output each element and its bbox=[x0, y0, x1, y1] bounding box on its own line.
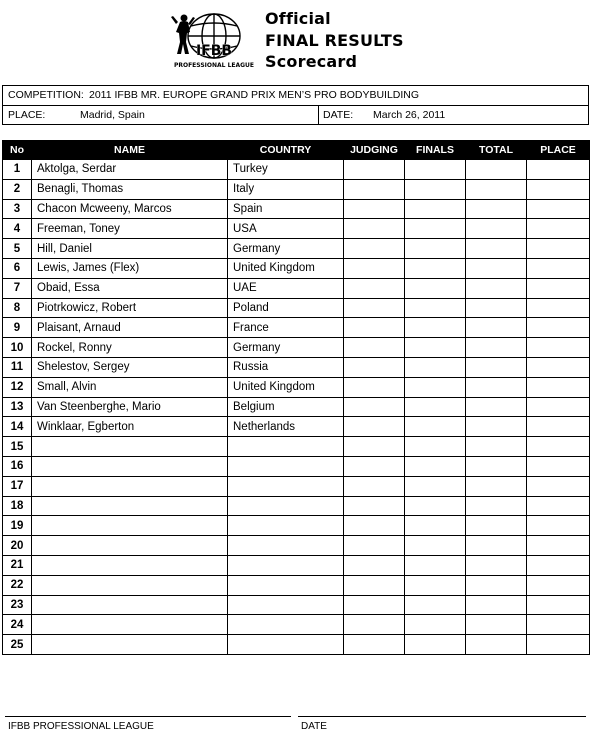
place-cell bbox=[527, 595, 590, 615]
competition-info-box bbox=[2, 85, 589, 125]
date-label: DATE: bbox=[323, 109, 354, 121]
judging-cell bbox=[344, 199, 405, 219]
judging-cell bbox=[344, 496, 405, 516]
row-number: 12 bbox=[3, 377, 32, 397]
total-cell bbox=[466, 496, 527, 516]
judging-cell bbox=[344, 555, 405, 575]
table-row bbox=[3, 575, 590, 595]
finals-cell bbox=[405, 160, 466, 180]
judging-cell bbox=[344, 179, 405, 199]
row-number: 13 bbox=[3, 397, 32, 417]
finals-cell bbox=[405, 199, 466, 219]
competition-row bbox=[3, 86, 588, 106]
competitor-name bbox=[32, 516, 228, 536]
judging-cell bbox=[344, 615, 405, 635]
total-cell bbox=[466, 179, 527, 199]
competitor-country: Italy bbox=[228, 179, 344, 199]
competitor-country: Russia bbox=[228, 357, 344, 377]
header-judging: JUDGING bbox=[344, 141, 405, 160]
judging-cell bbox=[344, 338, 405, 358]
total-cell bbox=[466, 258, 527, 278]
competitor-name bbox=[32, 437, 228, 457]
finals-cell bbox=[405, 615, 466, 635]
place-cell bbox=[527, 516, 590, 536]
results-body bbox=[3, 160, 590, 655]
finals-cell bbox=[405, 298, 466, 318]
competitor-name bbox=[32, 555, 228, 575]
competitor-country: Belgium bbox=[228, 397, 344, 417]
total-cell bbox=[466, 536, 527, 556]
table-row bbox=[3, 219, 590, 239]
signature-line-right bbox=[298, 716, 586, 717]
competitor-name: Plaisant, Arnaud bbox=[32, 318, 228, 338]
row-number: 2 bbox=[3, 179, 32, 199]
competitor-country bbox=[228, 476, 344, 496]
row-number: 15 bbox=[3, 437, 32, 457]
row-number: 23 bbox=[3, 595, 32, 615]
place-cell bbox=[527, 160, 590, 180]
place-label: PLACE: bbox=[8, 109, 46, 121]
header-total: TOTAL bbox=[466, 141, 527, 160]
place-cell bbox=[527, 338, 590, 358]
finals-cell bbox=[405, 377, 466, 397]
finals-cell bbox=[405, 496, 466, 516]
place-cell bbox=[527, 239, 590, 259]
table-row bbox=[3, 160, 590, 180]
total-cell bbox=[466, 397, 527, 417]
row-number: 17 bbox=[3, 476, 32, 496]
judging-cell bbox=[344, 160, 405, 180]
date-value: March 26, 2011 bbox=[373, 109, 446, 121]
judging-cell bbox=[344, 595, 405, 615]
finals-cell bbox=[405, 476, 466, 496]
row-number: 5 bbox=[3, 239, 32, 259]
judging-cell bbox=[344, 516, 405, 536]
row-number: 11 bbox=[3, 357, 32, 377]
total-cell bbox=[466, 357, 527, 377]
table-row bbox=[3, 318, 590, 338]
competitor-country bbox=[228, 575, 344, 595]
table-row bbox=[3, 476, 590, 496]
table-row bbox=[3, 199, 590, 219]
place-cell bbox=[527, 219, 590, 239]
finals-cell bbox=[405, 516, 466, 536]
total-cell bbox=[466, 575, 527, 595]
signature-line-left bbox=[5, 716, 291, 717]
finals-cell bbox=[405, 635, 466, 655]
finals-cell bbox=[405, 357, 466, 377]
competitor-name bbox=[32, 575, 228, 595]
header-finals: FINALS bbox=[405, 141, 466, 160]
competitor-name: Aktolga, Serdar bbox=[32, 160, 228, 180]
place-cell bbox=[527, 278, 590, 298]
competitor-name bbox=[32, 615, 228, 635]
finals-cell bbox=[405, 258, 466, 278]
competitor-name: Winklaar, Egberton bbox=[32, 417, 228, 437]
total-cell bbox=[466, 377, 527, 397]
competitor-name: Small, Alvin bbox=[32, 377, 228, 397]
table-row bbox=[3, 258, 590, 278]
place-value: Madrid, Spain bbox=[80, 109, 145, 121]
results-table bbox=[2, 140, 590, 655]
place-cell bbox=[527, 318, 590, 338]
table-row bbox=[3, 357, 590, 377]
total-cell bbox=[466, 555, 527, 575]
info-divider bbox=[318, 106, 319, 124]
competitor-country: Turkey bbox=[228, 160, 344, 180]
row-number: 9 bbox=[3, 318, 32, 338]
finals-cell bbox=[405, 536, 466, 556]
header-place: PLACE bbox=[527, 141, 590, 160]
competitor-name: Chacon Mcweeny, Marcos bbox=[32, 199, 228, 219]
total-cell bbox=[466, 615, 527, 635]
row-number: 8 bbox=[3, 298, 32, 318]
row-number: 24 bbox=[3, 615, 32, 635]
row-number: 14 bbox=[3, 417, 32, 437]
total-cell bbox=[466, 456, 527, 476]
competitor-country: Netherlands bbox=[228, 417, 344, 437]
logo-sub-text: PROFESSIONAL LEAGUE bbox=[173, 62, 255, 69]
competitor-name: Benagli, Thomas bbox=[32, 179, 228, 199]
total-cell bbox=[466, 417, 527, 437]
total-cell bbox=[466, 298, 527, 318]
header-country: COUNTRY bbox=[228, 141, 344, 160]
judging-cell bbox=[344, 397, 405, 417]
total-cell bbox=[466, 338, 527, 358]
total-cell bbox=[466, 635, 527, 655]
table-row bbox=[3, 456, 590, 476]
place-cell bbox=[527, 397, 590, 417]
total-cell bbox=[466, 199, 527, 219]
competitor-name: Van Steenberghe, Mario bbox=[32, 397, 228, 417]
logo-main-text: IFBB bbox=[195, 43, 233, 59]
place-cell bbox=[527, 536, 590, 556]
table-row bbox=[3, 179, 590, 199]
title-line-2: FINAL RESULTS bbox=[265, 30, 404, 50]
competitor-name: Shelestov, Sergey bbox=[32, 357, 228, 377]
signature-left-label: IFBB PROFESSIONAL LEAGUE bbox=[8, 721, 154, 732]
table-row bbox=[3, 536, 590, 556]
table-row bbox=[3, 595, 590, 615]
total-cell bbox=[466, 595, 527, 615]
finals-cell bbox=[405, 338, 466, 358]
judging-cell bbox=[344, 417, 405, 437]
row-number: 10 bbox=[3, 338, 32, 358]
place-cell bbox=[527, 199, 590, 219]
header-no: No bbox=[3, 141, 32, 160]
page-title bbox=[265, 8, 404, 73]
finals-cell bbox=[405, 179, 466, 199]
total-cell bbox=[466, 219, 527, 239]
competitor-country: France bbox=[228, 318, 344, 338]
judging-cell bbox=[344, 575, 405, 595]
competitor-name: Piotrkowicz, Robert bbox=[32, 298, 228, 318]
finals-cell bbox=[405, 318, 466, 338]
place-cell bbox=[527, 496, 590, 516]
place-cell bbox=[527, 635, 590, 655]
finals-cell bbox=[405, 278, 466, 298]
judging-cell bbox=[344, 278, 405, 298]
table-header-row bbox=[3, 141, 590, 160]
total-cell bbox=[466, 160, 527, 180]
judging-cell bbox=[344, 318, 405, 338]
competitor-country bbox=[228, 635, 344, 655]
place-cell bbox=[527, 615, 590, 635]
table-row bbox=[3, 516, 590, 536]
table-row bbox=[3, 615, 590, 635]
table-row bbox=[3, 417, 590, 437]
finals-cell bbox=[405, 397, 466, 417]
judging-cell bbox=[344, 476, 405, 496]
competitor-country bbox=[228, 555, 344, 575]
competitor-country: Poland bbox=[228, 298, 344, 318]
table-row bbox=[3, 437, 590, 457]
row-number: 3 bbox=[3, 199, 32, 219]
finals-cell bbox=[405, 239, 466, 259]
place-cell bbox=[527, 298, 590, 318]
competitor-country: Germany bbox=[228, 338, 344, 358]
place-date-row bbox=[3, 106, 588, 124]
competitor-country bbox=[228, 615, 344, 635]
competitor-name: Obaid, Essa bbox=[32, 278, 228, 298]
place-cell bbox=[527, 357, 590, 377]
competitor-name bbox=[32, 635, 228, 655]
total-cell bbox=[466, 437, 527, 457]
row-number: 6 bbox=[3, 258, 32, 278]
place-cell bbox=[527, 476, 590, 496]
place-cell bbox=[527, 377, 590, 397]
judging-cell bbox=[344, 219, 405, 239]
place-cell bbox=[527, 417, 590, 437]
finals-cell bbox=[405, 417, 466, 437]
judging-cell bbox=[344, 258, 405, 278]
judging-cell bbox=[344, 536, 405, 556]
table-row bbox=[3, 555, 590, 575]
title-line-3: Scorecard bbox=[265, 52, 358, 71]
place-cell bbox=[527, 575, 590, 595]
competitor-country: United Kingdom bbox=[228, 258, 344, 278]
table-row bbox=[3, 496, 590, 516]
finals-cell bbox=[405, 555, 466, 575]
competitor-name: Lewis, James (Flex) bbox=[32, 258, 228, 278]
finals-cell bbox=[405, 219, 466, 239]
row-number: 16 bbox=[3, 456, 32, 476]
competitor-country: UAE bbox=[228, 278, 344, 298]
row-number: 22 bbox=[3, 575, 32, 595]
row-number: 21 bbox=[3, 555, 32, 575]
row-number: 18 bbox=[3, 496, 32, 516]
place-cell bbox=[527, 456, 590, 476]
row-number: 25 bbox=[3, 635, 32, 655]
table-row bbox=[3, 635, 590, 655]
row-number: 1 bbox=[3, 160, 32, 180]
competition-label: COMPETITION: bbox=[8, 89, 84, 101]
signature-right-label: DATE bbox=[301, 721, 327, 732]
place-cell bbox=[527, 555, 590, 575]
total-cell bbox=[466, 318, 527, 338]
finals-cell bbox=[405, 575, 466, 595]
competitor-country bbox=[228, 595, 344, 615]
table-row bbox=[3, 298, 590, 318]
competitor-country bbox=[228, 536, 344, 556]
table-row bbox=[3, 377, 590, 397]
place-cell bbox=[527, 437, 590, 457]
competitor-country bbox=[228, 456, 344, 476]
judging-cell bbox=[344, 239, 405, 259]
competitor-name bbox=[32, 536, 228, 556]
competitor-name bbox=[32, 456, 228, 476]
place-cell bbox=[527, 258, 590, 278]
finals-cell bbox=[405, 456, 466, 476]
row-number: 4 bbox=[3, 219, 32, 239]
competitor-name bbox=[32, 476, 228, 496]
title-line-1: Official bbox=[265, 9, 331, 28]
judging-cell bbox=[344, 635, 405, 655]
total-cell bbox=[466, 516, 527, 536]
finals-cell bbox=[405, 437, 466, 457]
competitor-name bbox=[32, 595, 228, 615]
place-cell bbox=[527, 179, 590, 199]
competitor-country: Spain bbox=[228, 199, 344, 219]
competitor-name: Hill, Daniel bbox=[32, 239, 228, 259]
judging-cell bbox=[344, 437, 405, 457]
table-row bbox=[3, 278, 590, 298]
judging-cell bbox=[344, 377, 405, 397]
table-row bbox=[3, 239, 590, 259]
row-number: 19 bbox=[3, 516, 32, 536]
header-name: NAME bbox=[32, 141, 228, 160]
finals-cell bbox=[405, 595, 466, 615]
competitor-name: Freeman, Toney bbox=[32, 219, 228, 239]
competitor-name: Rockel, Ronny bbox=[32, 338, 228, 358]
total-cell bbox=[466, 278, 527, 298]
competitor-country: United Kingdom bbox=[228, 377, 344, 397]
table-row bbox=[3, 338, 590, 358]
total-cell bbox=[466, 239, 527, 259]
competitor-country: USA bbox=[228, 219, 344, 239]
judging-cell bbox=[344, 357, 405, 377]
table-row bbox=[3, 397, 590, 417]
competitor-name bbox=[32, 496, 228, 516]
competitor-country bbox=[228, 496, 344, 516]
judging-cell bbox=[344, 456, 405, 476]
competition-value: 2011 IFBB MR. EUROPE GRAND PRIX MEN’S PRO BODYBUILDING bbox=[89, 89, 420, 101]
judging-cell bbox=[344, 298, 405, 318]
competitor-country bbox=[228, 516, 344, 536]
ifbb-pro-league-logo bbox=[168, 8, 260, 70]
row-number: 7 bbox=[3, 278, 32, 298]
total-cell bbox=[466, 476, 527, 496]
competitor-country bbox=[228, 437, 344, 457]
row-number: 20 bbox=[3, 536, 32, 556]
competitor-country: Germany bbox=[228, 239, 344, 259]
